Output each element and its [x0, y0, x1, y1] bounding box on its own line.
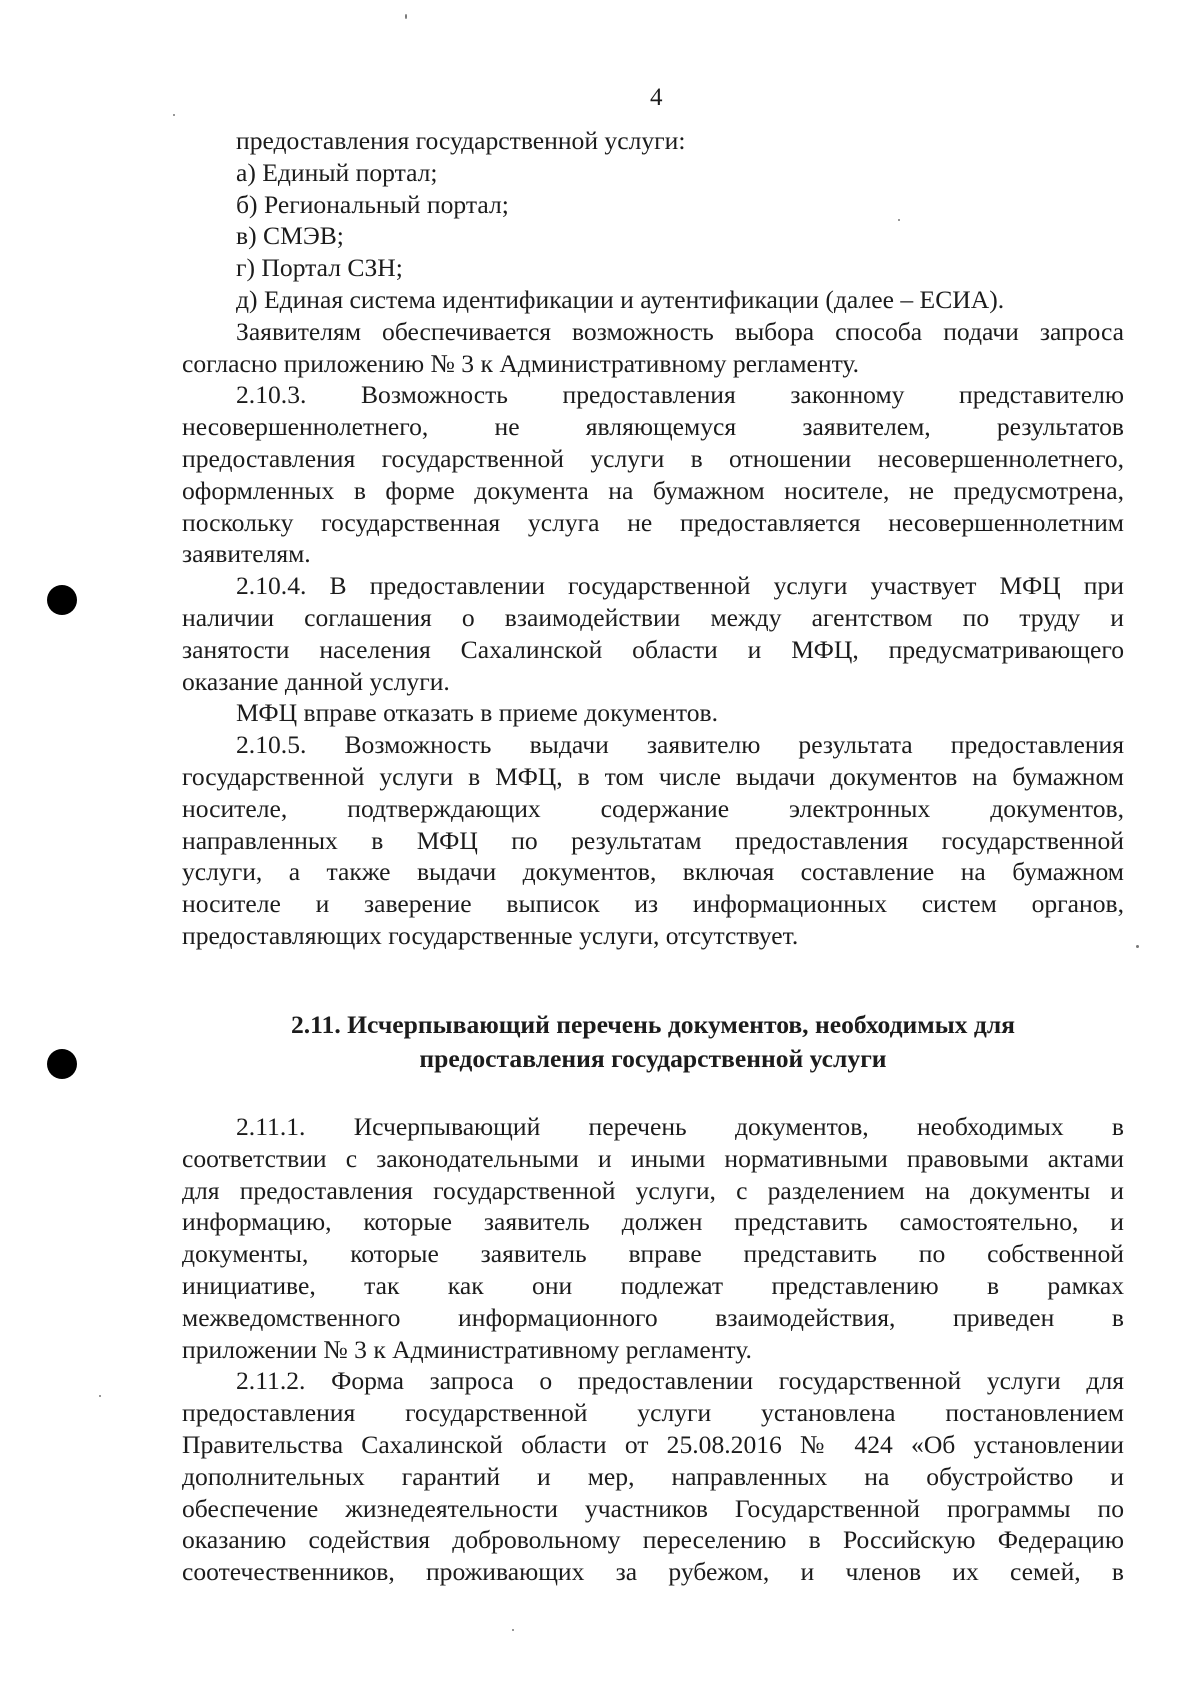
text-line: государственной услуги в МФЦ, в том числе выдачи документов на бумажном: [182, 761, 1124, 791]
text-line: МФЦ вправе отказать в приеме документов.: [236, 698, 718, 728]
text-line: заявителям.: [182, 539, 311, 569]
speck: [512, 1629, 514, 1631]
text-line: 2.10.3. Возможность предоставления законному представителю: [236, 380, 1124, 410]
page-number: 4: [650, 84, 663, 111]
section-heading-line: 2.11. Исчерпывающий перечень документов, необходимых для: [290, 1010, 1016, 1039]
text-line: дополнительных гарантий и мер, направленных на обустройство и: [182, 1461, 1124, 1491]
text-line: занятости населения Сахалинской области и МФЦ, предусматривающего: [182, 634, 1124, 664]
text-line: межведомственного информационного взаимодействия, приведен в: [182, 1302, 1124, 1332]
text-line: документы, которые заявитель вправе представить по собственной: [182, 1239, 1124, 1269]
list-item: д) Единая система идентификации и аутентификации (далее – ЕСИА).: [236, 284, 1005, 314]
text-line: носителе и заверение выписок из информационных систем органов,: [182, 889, 1124, 919]
text-line: 2.11.1. Исчерпывающий перечень документов, необходимых в: [236, 1112, 1124, 1141]
text-line: предоставляющих государственные услуги, отсутствует.: [182, 920, 799, 950]
text-line: 2.10.4. В предоставлении государственной услуги участвует МФЦ при: [236, 571, 1124, 601]
section-heading-line: предоставления государственной услуги: [419, 1044, 887, 1073]
speck: [1136, 945, 1139, 948]
text-line: поскольку государственная услуга не предоставляется несовершеннолетним: [182, 507, 1124, 537]
document-body-lower: [182, 1111, 1124, 1588]
section-heading: [182, 1008, 1124, 1076]
text-line: 2.10.5. Возможность выдачи заявителю результата предоставления: [236, 730, 1124, 760]
text-line: для предоставления государственной услуги, с разделением на документы и: [182, 1175, 1124, 1205]
speck: [99, 1395, 101, 1397]
punch-hole-upper: [47, 585, 77, 615]
text-line: приложении № 3 к Административному регламенту.: [182, 1334, 752, 1364]
text-line: оказание данной услуги.: [182, 666, 450, 696]
text-line: информацию, которые заявитель должен представить самостоятельно, и: [182, 1207, 1124, 1237]
punch-hole-lower: [47, 1049, 77, 1079]
text-line: обеспечение жизнедеятельности участников Государственной программы по: [182, 1493, 1124, 1523]
text-line: согласно приложению № 3 к Административному регламенту.: [182, 348, 860, 378]
speck: [173, 114, 175, 116]
list-item: б) Региональный портал;: [236, 189, 509, 219]
text-line: Правительства Сахалинской области от 25.08.2016 № 424 «Об установлении: [182, 1429, 1124, 1459]
speck: [405, 14, 407, 19]
text-line: 2.11.2. Форма запроса о предоставлении государственной услуги для: [236, 1366, 1124, 1396]
text-line: услуги, а также выдачи документов, включая составление на бумажном: [182, 857, 1124, 887]
list-item: а) Единый портал;: [236, 157, 438, 187]
text-line: предоставления государственной услуги:: [236, 126, 686, 155]
text-line: носителе, подтверждающих содержание электронных документов,: [182, 793, 1124, 823]
list-item: г) Портал СЗН;: [236, 253, 403, 283]
text-line: несовершеннолетнего, не являющемуся заявителем, результатов: [182, 412, 1124, 442]
text-line: Заявителям обеспечивается возможность выбора способа подачи запроса: [236, 316, 1124, 346]
text-line: предоставления государственной услуги установлена постановлением: [182, 1398, 1124, 1428]
text-line: соответствии с законодательными и иными нормативными правовыми актами: [182, 1143, 1124, 1173]
text-line: предоставления государственной услуги в отношении несовершеннолетнего,: [182, 443, 1124, 473]
text-line: наличии соглашения о взаимодействии между агентством по труду и: [182, 602, 1124, 632]
list-item: в) СМЭВ;: [236, 221, 344, 251]
text-line: оформленных в форме документа на бумажном носителе, не предусмотрена,: [182, 475, 1124, 505]
text-line: соотечественников, проживающих за рубежом, и членов их семей, в: [182, 1557, 1124, 1587]
document-body-upper: [182, 125, 1124, 952]
text-line: оказанию содействия добровольному переселению в Российскую Федерацию: [182, 1525, 1124, 1555]
text-line: направленных в МФЦ по результатам предоставления государственной: [182, 825, 1124, 855]
text-line: инициативе, так как они подлежат представлению в рамках: [182, 1270, 1124, 1300]
